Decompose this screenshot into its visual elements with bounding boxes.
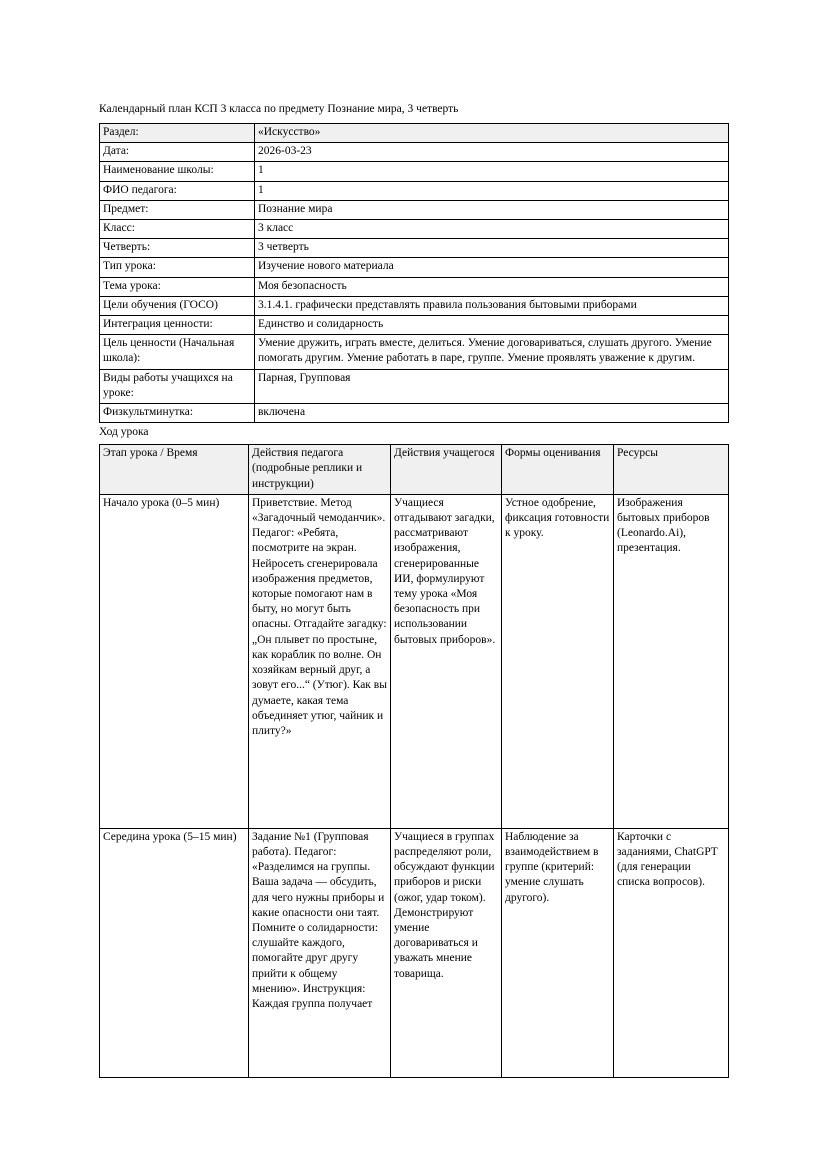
lesson-table-body [100,494,729,1077]
info-table-body [100,124,729,423]
table-row [100,316,729,335]
info-value: Изучение нового материала [255,258,729,277]
info-label: Виды работы учащихся на уроке: [100,369,255,403]
page-content [99,101,728,1078]
cell-teacher-actions: Задание №1 (Групповая работа). Педагог: «Разделимся на группы. Ваша задача — обсудить, для чего нужны приборы и какие опасности они таят. Помните о солидарности: слушайте каждого, помогайте друг другу прийти к общему мнению». Инструкция: Каждая группа получает [249,828,391,1077]
lesson-info-table [99,123,729,423]
column-header-teacher-actions: Действия педагога (подробные реплики и инструкции) [249,445,391,495]
lesson-table-header [100,445,729,495]
info-label: Физкультминутка: [100,404,255,423]
cell-assessment: Наблюдение за взаимодействием в группе (критерий: умение слушать другого). [502,828,614,1077]
cell-teacher-actions: Приветствие. Метод «Загадочный чемоданчик». Педагог: «Ребята, посмотрите на экран. Нейросеть сгенерировала изображения предметов, которые помогают нам в быту, но могут быть опасны. Отгадайте загадку: „Он плывет по простыне, как кораблик по волне. Он хозяйкам верный друг, а зовут его...“ (Утюг). Как вы думаете, какая тема объединяет утюг, чайник и плиту?» [249,494,391,828]
table-row [100,200,729,219]
info-value: Моя безопасность [255,277,729,296]
info-label: Раздел: [100,124,255,143]
info-label: Цель ценности (Начальная школа): [100,335,255,369]
table-row [100,404,729,423]
column-header-stage: Этап урока / Время [100,445,249,495]
table-row [100,828,729,1077]
table-row [100,124,729,143]
table-row [100,277,729,296]
page-title: Календарный план КСП 3 класса по предмету Познание мира, 3 четверть [99,103,459,115]
cell-student-actions: Учащиеся в группах распределяют роли, обсуждают функции приборов и риски (ожог, удар током). Демонстрируют умение договариваться и уважать мнение товарища. [391,828,502,1077]
table-row [100,239,729,258]
info-label: Дата: [100,143,255,162]
info-value: 1 [255,181,729,200]
table-row [100,143,729,162]
info-label: Класс: [100,220,255,239]
info-value: 2026-03-23 [255,143,729,162]
info-value: 3.1.4.1. графически представлять правила пользования бытовыми приборами [255,296,729,315]
info-label: Наименование школы: [100,162,255,181]
table-row [100,181,729,200]
table-row [100,494,729,828]
column-header-assessment: Формы оценивания [502,445,614,495]
info-value: Познание мира [255,200,729,219]
info-value: Умение дружить, играть вместе, делиться. Умение договариваться, слушать другого. Умение помогать другим. Умение работать в паре, группе. Умение проявлять уважение к другим. [255,335,729,369]
table-row [100,335,729,369]
cell-resources: Изображения бытовых приборов (Leonardo.Ai), презентация. [614,494,729,828]
table-row [100,162,729,181]
info-label: Цели обучения (ГОСО) [100,296,255,315]
cell-resources: Карточки с заданиями, ChatGPT (для генерации списка вопросов). [614,828,729,1077]
info-value: включена [255,404,729,423]
cell-student-actions: Учащиеся отгадывают загадки, рассматривают изображения, сгенерированные ИИ, формулируют тему урока «Моя безопасность при использовании бытовых приборов». [391,494,502,828]
info-label: Тип урока: [100,258,255,277]
info-value: Парная, Групповая [255,369,729,403]
cell-stage: Середина урока (5–15 мин) [100,828,249,1077]
cell-assessment: Устное одобрение, фиксация готовности к уроку. [502,494,614,828]
table-row [100,369,729,403]
section-heading: Ход урока [99,426,149,439]
info-label: Интеграция ценности: [100,316,255,335]
info-value: 1 [255,162,729,181]
info-value: 3 класс [255,220,729,239]
info-value: 3 четверть [255,239,729,258]
lesson-plan-table [99,444,729,1078]
table-row [100,258,729,277]
info-value: «Искусство» [255,124,729,143]
info-label: ФИО педагога: [100,181,255,200]
info-label: Четверть: [100,239,255,258]
info-label: Предмет: [100,200,255,219]
info-value: Единство и солидарность [255,316,729,335]
column-header-resources: Ресурсы [614,445,729,495]
table-row [100,296,729,315]
column-header-student-actions: Действия учащегося [391,445,502,495]
info-label: Тема урока: [100,277,255,296]
table-row [100,220,729,239]
cell-stage: Начало урока (0–5 мин) [100,494,249,828]
table-header-row [100,445,729,495]
